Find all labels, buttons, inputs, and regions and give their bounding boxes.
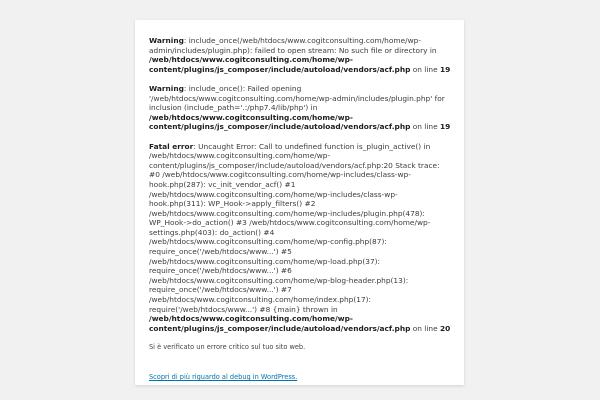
warning-label: Warning (149, 36, 184, 45)
fatal-error-line-text: on line (410, 323, 440, 333)
fatal-error-file-path: /web/htdocs/www.cogitconsulting.com/home/wp-content/plugins/js_composer/include/autoload/vendors/acf.php (149, 314, 411, 333)
critical-error-notice: Si è verificato un errore critico sul tuo sito web. (149, 343, 306, 351)
warning-line-number: 19 (439, 122, 451, 132)
warning-file-path: /web/htdocs/www.cogitconsulting.com/home/wp-content/plugins/js_composer/include/autoload/vendors/acf.php (149, 112, 411, 132)
warning-message-1 (149, 36, 451, 74)
warning-line-text: on line (410, 122, 440, 132)
fatal-error-line-number: 20 (439, 323, 451, 333)
warning-label: Warning (149, 83, 184, 93)
warning-text: : include_once(): Failed opening '/web/htdocs/www.cogitconsulting.com/home/wp-admin/includes/plugin.php' for inclusion (include_path='.:/php7.4/lib/php') in (149, 83, 445, 113)
warning-line-number: 19 (439, 64, 451, 74)
warning-line-text: on line (410, 64, 440, 74)
fatal-error-message (149, 142, 451, 334)
warning-message-2 (149, 84, 451, 132)
fatal-error-text: : Uncaught Error: Call to undefined function is_plugin_active() in /web/htdocs/www.cogitconsulting.com/home/wp-content/plugins/js_composer/include/autoload/vendors/acf.php:20 Stack trace: #0 /web/htdocs/www.cogitconsulting.com/home/wp-includes/class-wp-hook.php(287): vc_init_vendor_acf() #1 /web/htdocs/www.cogitconsulting.com/home/wp-includes/class-wp-hook.php(311): WP_Hook->apply_filters() #2 /web/htdocs/www.cogitconsulting.com/home/wp-includes/plugin.php(478): WP_Hook->do_action() #3 /web/htdocs/www.cogitconsulting.com/home/wp-settings.php(403): do_action() #4 /web/htdocs/www.cogitconsulting.com/home/wp-config.php(87): require_once('/web/htdocs/www...') #5 /web/htdocs/www.cogitconsulting.com/home/wp-load.php(37): require_once('/web/htdocs/www...') #6 /web/htdocs/www.cogitconsulting.com/home/wp-blog-header.php(13): require_once('/web/htdocs/www...') #7 /web/htdocs/www.cogitconsulting.com/home/index.php(17): require('/web/htdocs/www...') #8 {main} thrown in (149, 141, 440, 314)
warning-text: : include_once(/web/htdocs/www.cogitconsulting.com/home/wp-admin/includes/plugin.php): failed to open stream: No such file or directory in (149, 36, 437, 55)
warning-file-path: /web/htdocs/www.cogitconsulting.com/home/wp-content/plugins/js_composer/include/autoload/vendors/acf.php (149, 55, 411, 74)
debug-docs-link[interactable]: Scopri di più riguardo al debug in WordPress. (149, 373, 298, 381)
error-page-card (135, 20, 464, 385)
fatal-error-label: Fatal error (149, 141, 194, 151)
